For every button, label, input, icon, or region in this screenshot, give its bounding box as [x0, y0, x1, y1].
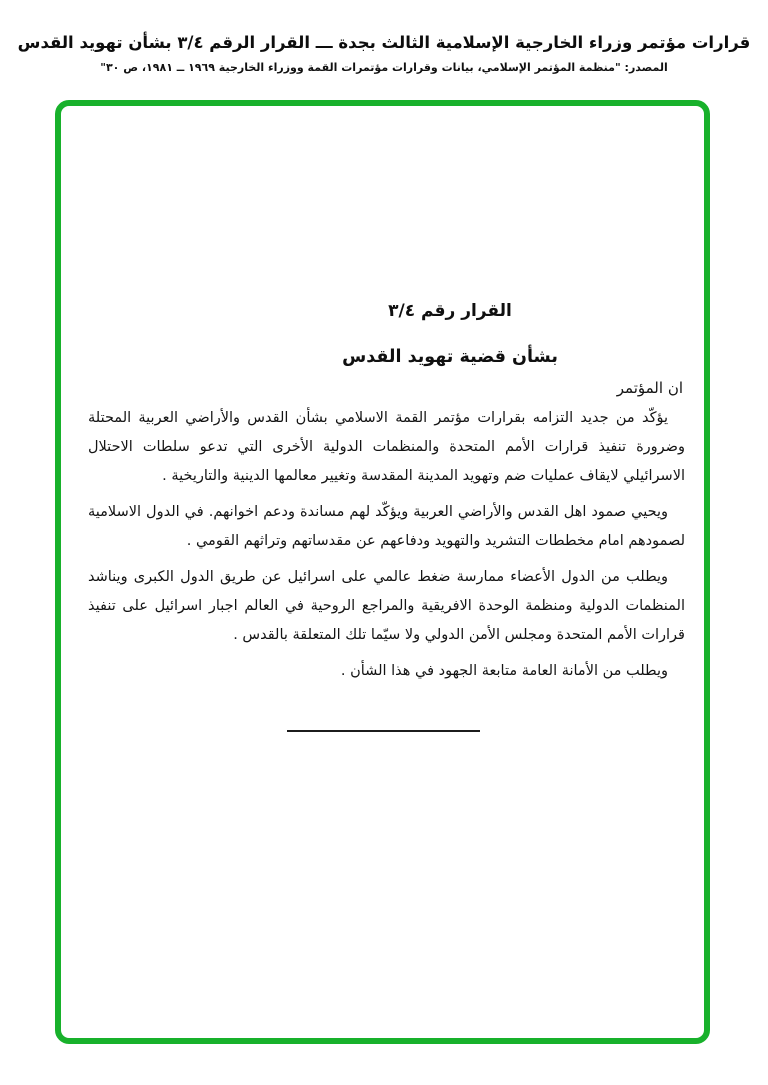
resolution-subject-title: بشأن قضية تهويد القدس: [342, 347, 558, 367]
resolution-paragraph-4: ويطلب من الأمانة العامة متابعة الجهود في هذا الشأن .: [340, 663, 668, 679]
resolution-paragraph-2: ويحيي صمود اهل القدس والأراضي العربية ويؤكّد لهم مساندة ودعم اخوانهم. في الدول الاسلامية لصمودهم امام مخططات التشريد والتهويد ودفاعهم عن مقدساتهم وتراثهم القومي .: [88, 504, 685, 549]
resolution-paragraph-3: ويطلب من الدول الأعضاء ممارسة ضغط عالمي على اسرائيل عن طريق الدول الكبرى ويناشد المنظمات الدولية ومنظمة الوحدة الافريقية والمراجع الروحية في العالم اجبار اسرائيل على تنفيذ قرارات الأمم المتحدة ومجلس الأمن الدولي ولا سيّما تلك المتعلقة بالقدس .: [88, 569, 685, 643]
end-of-document-divider: [287, 730, 480, 732]
resolution-opening-phrase: ان المؤتمر: [616, 379, 683, 397]
page-header-source-citation: المصدر: "منظمة المؤتمر الإسلامي، بيانات وقرارات مؤتمرات القمة ووزراء الخارجية ١٩٦٩ ــ ١٩٨١، ص ٣٠": [100, 61, 668, 74]
page-header-title: قرارات مؤتمر وزراء الخارجية الإسلامية الثالث بجدة ـــ القرار الرقم ٣/٤ بشأن تهويد القدس: [17, 33, 751, 52]
resolution-body: [88, 404, 685, 686]
resolution-number-title: القرار رقم ٣/٤: [388, 301, 512, 321]
resolution-paragraph-1: يؤكّد من جديد التزامه بقرارات مؤتمر القمة الاسلامي بشأن القدس والأراضي العربية المحتلة وضرورة تنفيذ قرارات الأمم المتحدة والمنظمات الدولية الأخرى التي تدعو سلطات الاحتلال الاسرائيلي لايقاف عمليات ضم وتهويد المدينة المقدسة وتغيير معالمها الدينية والتاريخية .: [88, 410, 685, 484]
